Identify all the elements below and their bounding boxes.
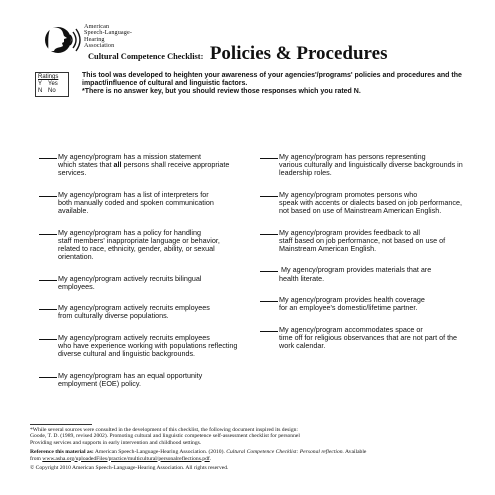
item-text: My agency/program has a list of interpreters for (58, 189, 209, 199)
item-text: who have experience working with populations reflecting diverse cultural and linguistic backgrounds. (58, 340, 238, 359)
ratings-row (38, 81, 66, 88)
item-text: from culturally diverse populations. (58, 311, 169, 321)
item-text: My agency/program actively recruits employees (58, 303, 210, 313)
answer-blank[interactable] (39, 274, 57, 281)
answer-blank[interactable] (260, 152, 278, 159)
rating-code: Y (38, 81, 43, 87)
answer-blank[interactable] (39, 303, 57, 310)
item-text: both manually coded and spoken communication available. (58, 198, 214, 216)
org-line: Speech-Language- (84, 29, 132, 37)
footer-text: Goode, T. D. (1989, revised 2002). Promoting cultural and linguistic competence self-assessment checklist for personnel (30, 433, 300, 440)
answer-blank[interactable] (260, 325, 278, 332)
answer-blank[interactable] (39, 333, 57, 340)
item-text: which states that (58, 160, 114, 170)
item-text: employees. (58, 281, 95, 291)
org-line: American (84, 23, 110, 30)
answer-blank[interactable] (39, 190, 57, 197)
checklist-item (260, 228, 472, 254)
reference-label: Reference this material as: (30, 449, 94, 456)
footer-text: *While several sources were consulted in the development of this checklist, the following document inspired its design: (30, 427, 298, 433)
answer-blank[interactable] (39, 228, 57, 235)
org-line: Association (84, 42, 115, 50)
item-text: My agency/program provides materials that are (279, 265, 432, 275)
ratings-legend (35, 72, 69, 97)
checklist-item (39, 228, 243, 262)
footer-text: . (209, 455, 212, 462)
answer-blank[interactable] (260, 295, 278, 302)
title-main: Policies & Procedures (209, 43, 388, 64)
reference-link[interactable]: www.asha.org/uploadedFiles/practice/multicultural/personalreflections.pdf (42, 455, 210, 462)
checklist-left-column (39, 152, 243, 400)
ratings-heading: Ratings (38, 74, 59, 80)
item-text: employment (EOE) policy. (58, 378, 141, 388)
checklist-item (39, 333, 243, 359)
footer-text: Available (343, 449, 367, 456)
reference-title: Cultural Competence Checklist: Personal reflection. (226, 449, 344, 456)
checklist-item (39, 274, 243, 291)
rating-code: N (38, 88, 43, 94)
checklist-right-column (260, 152, 472, 362)
footer-text: from (30, 455, 43, 462)
ratings-row (38, 88, 66, 95)
answer-blank[interactable] (260, 190, 278, 197)
source-note (30, 427, 470, 446)
answer-blank[interactable] (260, 228, 278, 235)
intro-text (82, 72, 467, 97)
checklist-item (260, 325, 472, 351)
footnote-divider (30, 424, 92, 425)
footer-text: Providing services and supports in early intervention and childhood settings. (30, 439, 202, 446)
item-text: My agency/program accommodates space or (279, 324, 423, 334)
copyright: © Copyright 2010 American Speech-Language-Hearing Association. All rights reserved. (30, 465, 229, 472)
item-text: My agency/program provides feedback to all (279, 227, 421, 237)
rating-meaning: Yes (48, 81, 58, 87)
item-text: My agency/program has persons representing (279, 152, 426, 161)
page-title (88, 43, 468, 65)
item-text: staff members' inappropriate language or behavior, related to race, ethnicity, gender, ability, or sexual orientation. (58, 235, 220, 262)
item-text: for an employee's domestic/lifetime partner. (279, 303, 418, 313)
answer-blank[interactable] (39, 371, 57, 378)
item-text: My agency/program actively recruits employees (58, 332, 210, 342)
answer-blank[interactable] (260, 265, 278, 272)
title-prefix: Cultural Competence Checklist: (88, 52, 204, 61)
item-text: various culturally and linguistically diverse backgrounds in leadership roles. (279, 160, 463, 178)
checklist-item (260, 190, 472, 216)
footer-text: American Speech-Language-Hearing Association. (2010). (93, 449, 227, 456)
org-line: Hearing (84, 35, 105, 43)
item-text: My agency/program has a policy for handling (58, 227, 202, 237)
rating-meaning: No (48, 88, 56, 94)
item-text: staff based on job performance, not based on use of Mainstream American English. (279, 235, 446, 253)
item-text: speak with accents or dialects based on job performance, not based on use of Mainstream American English. (279, 198, 462, 216)
intro-line: This tool was developed to heighten your awareness of your agencies'/programs' policies and procedures and the impact/influence of cultural and linguistic factors. (82, 72, 462, 88)
checklist-item (39, 371, 243, 388)
footer (30, 427, 470, 474)
item-text: My agency/program promotes persons who (279, 189, 418, 199)
checklist-item (39, 152, 243, 178)
item-text: My agency/program provides health coverage (279, 294, 425, 304)
answer-blank[interactable] (39, 152, 57, 159)
item-text: My agency/program has an equal opportunity (58, 370, 203, 380)
checklist-item (260, 265, 472, 282)
item-text: time off for religious observances that are not part of the work calendar. (279, 332, 458, 350)
item-text: persons shall receive appropriate services. (58, 160, 230, 178)
checklist-item (39, 303, 243, 320)
item-text: health literate. (279, 273, 325, 283)
item-emphasis: all (113, 160, 122, 170)
item-text: My agency/program has a mission statement (58, 152, 202, 161)
checklist-item (260, 152, 472, 178)
checklist-item (260, 295, 472, 312)
checklist-item (39, 190, 243, 216)
reference-note (30, 449, 470, 462)
intro-note: *There is no answer key, but you should review those responses which you rated N. (82, 88, 361, 96)
item-text: My agency/program actively recruits bilingual (58, 273, 202, 283)
